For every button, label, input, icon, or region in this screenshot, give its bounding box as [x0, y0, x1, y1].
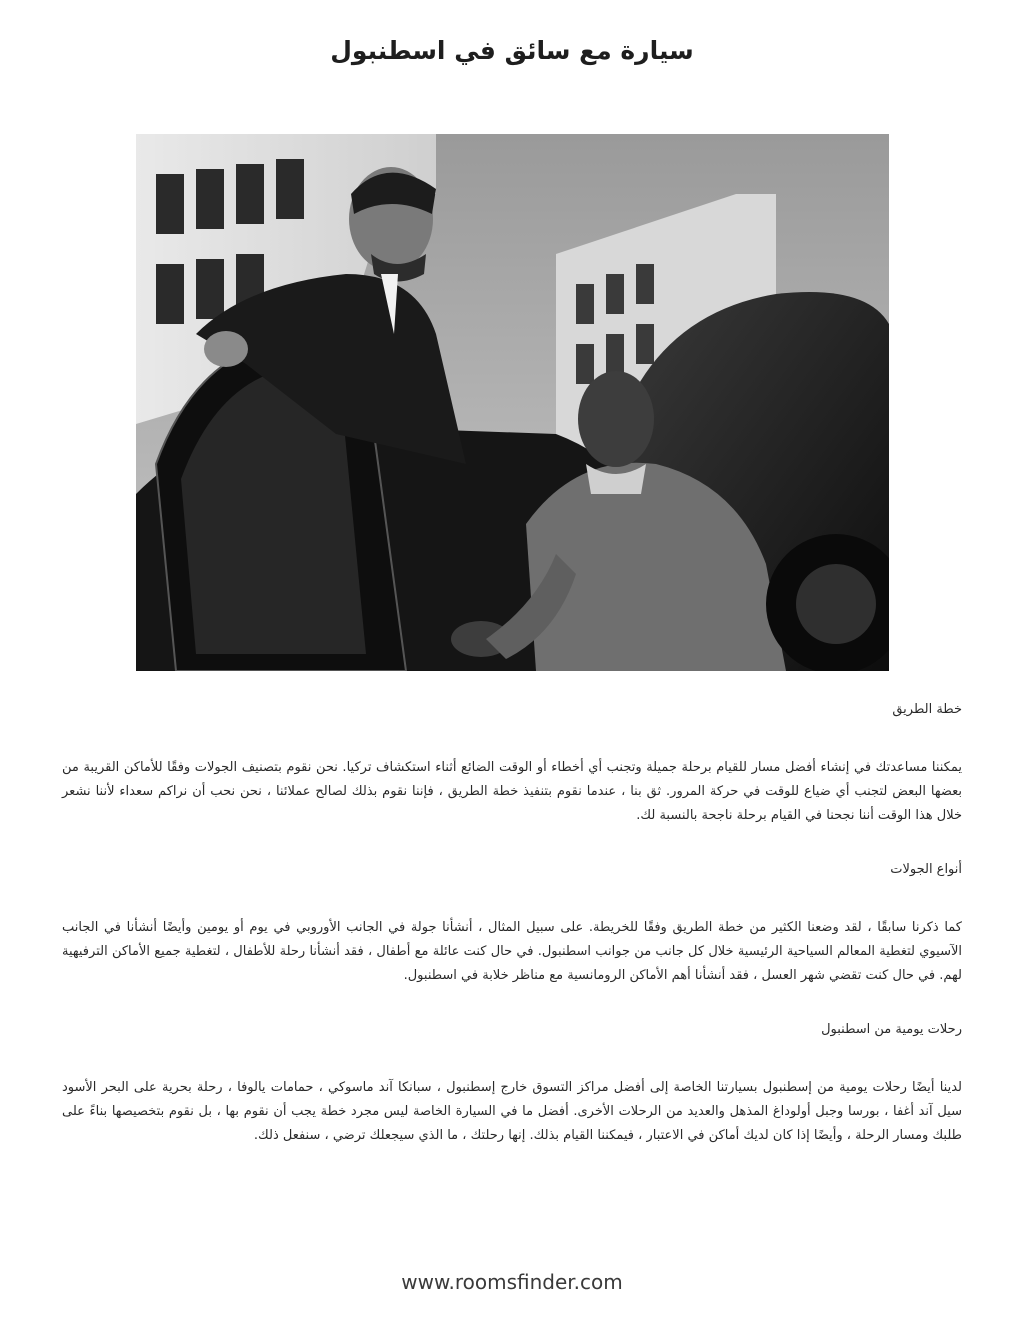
- footer-website-link[interactable]: www.roomsfinder.com: [401, 1270, 623, 1294]
- chauffeur-photo: [136, 134, 889, 671]
- section-heading: خطة الطريق: [892, 702, 962, 717]
- section-body: لدينا أيضًا رحلات يومية من إسطنبول بسيارتنا الخاصة إلى أفضل مراكز التسوق خارج إسطنبول ، سبانكا آند ماسوكي ، حمامات يالوفا ، رحلة بحرية على البحر الأسود سيل آند أغفا ، بورسا وجبل أولوداغ المذهل والعديد من الرحلات الأخرى. أفضل ما في السيارة الخاصة ليس مجرد خطة يجب أن نقوم بها ، بل نقوم بتخصيصها بناءً على طلبك ومسار الرحلة ، وأيضًا إذا كان لديك أماكن في الاعتبار ، فيمكننا القيام بذلك. إنها رحلتك ، ما الذي سيجعلك ترضي ، سنفعل ذلك.: [62, 1080, 962, 1143]
- section-day-trips: [62, 1018, 962, 1148]
- chauffeur-photo-illustration: [136, 134, 889, 671]
- article-content: [62, 698, 962, 1160]
- page-title: سيارة مع سائق في اسطنبول: [330, 36, 694, 65]
- section-route-plan: [62, 698, 962, 828]
- section-tour-types: [62, 858, 962, 988]
- section-heading: رحلات يومية من اسطنبول: [821, 1022, 962, 1037]
- section-body: كما ذكرنا سابقًا ، لقد وضعنا الكثير من خطة الطريق وفقًا للخريطة. على سبيل المثال ، أنشأنا جولة في الجانب الأوروبي في يوم أو يومين وأيضًا أنشأنا في الجانب الآسيوي لتغطية المعالم السياحية الرئيسية خلال كل جانب من جوانب اسطنبول. في حال كنت عائلة مع أطفال ، فقد أنشأنا رحلة للأطفال ، لتغطية جميع الأماكن الترفيهية لهم. في حال كنت تقضي شهر العسل ، فقد أنشأنا أهم الأماكن الرومانسية مع مناظر خلابة في اسطنبول.: [62, 920, 962, 983]
- section-body: يمكننا مساعدتك في إنشاء أفضل مسار للقيام برحلة جميلة وتجنب أي أخطاء أو الوقت الضائع أثناء استكشاف تركيا. نحن نقوم بتصنيف الجولات وفقًا للأماكن القريبة من بعضها البعض لتجنب أي ضياع للوقت في حركة المرور. ثق بنا ، عندما نقوم بتنفيذ خطة الطريق ، فإننا نقوم بذلك لصالح عملائنا ، نحن نحب أن نراكم سعداء لأننا نشعر خلال هذا الوقت أننا نجحنا في القيام برحلة ناجحة بالنسبة لك.: [62, 760, 962, 823]
- section-heading: أنواع الجولات: [890, 862, 962, 877]
